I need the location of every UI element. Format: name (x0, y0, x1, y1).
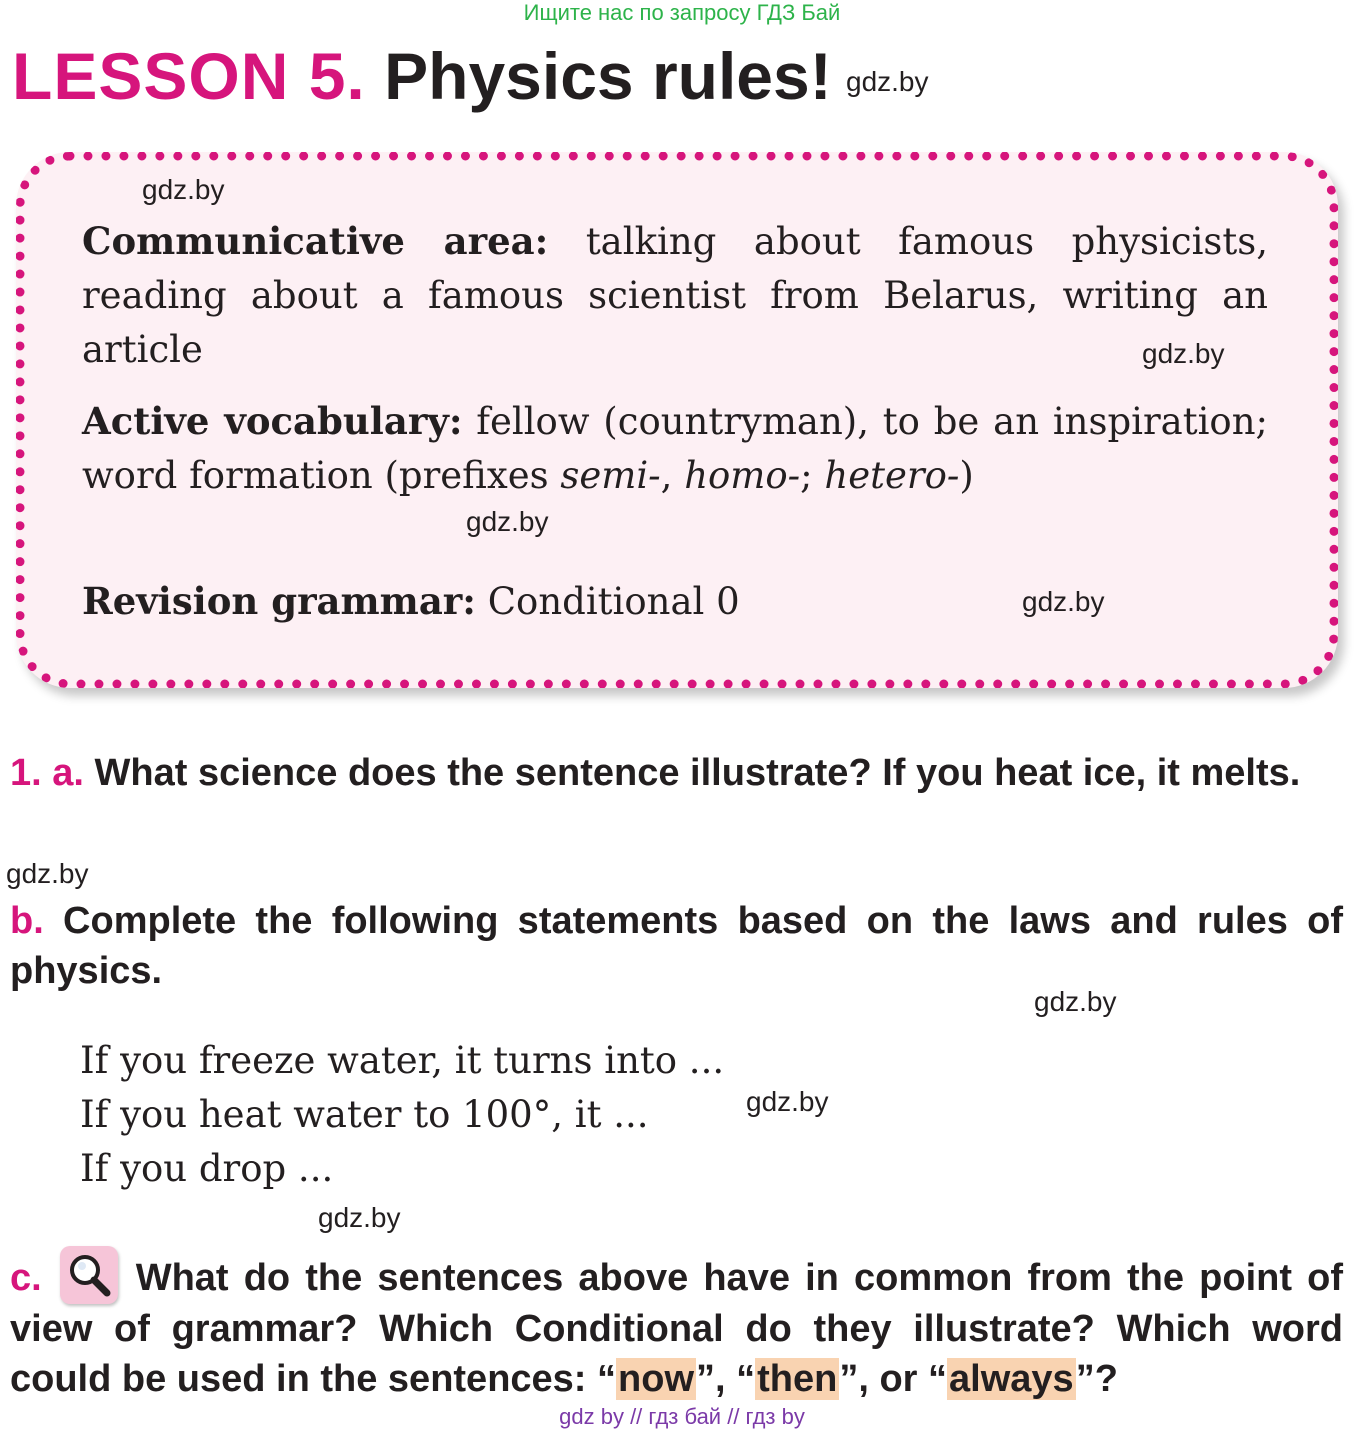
communicative-label: Communicative area: (82, 219, 549, 263)
exercise-1a (10, 748, 1343, 798)
footer-watermark: gdz by // гдз бай // гдз by (559, 1404, 805, 1429)
vocabulary-sep: , (660, 454, 685, 497)
part-b-label: b. (10, 900, 44, 942)
grammar-text: Conditional 0 (475, 580, 740, 623)
lesson-number: LESSON 5. (12, 39, 366, 113)
watermark: gdz.by (466, 506, 549, 537)
word-now: now (618, 1358, 694, 1400)
quote-end: ”? (1075, 1358, 1118, 1400)
prefix-semi: semi- (560, 454, 661, 497)
watermark: gdz.by (1142, 338, 1225, 369)
watermark: gdz.by (746, 1086, 829, 1117)
communicative-area (82, 214, 1268, 377)
watermark: gdz.by (142, 174, 225, 205)
exercise-1b (10, 896, 1343, 996)
part-a-label: a. (52, 752, 84, 794)
part-c-label: c. (10, 1257, 42, 1299)
grammar-label: Revision grammar: (82, 579, 476, 623)
quote-sep: ”, “ (696, 1358, 756, 1400)
word-then: then (757, 1358, 838, 1400)
prefix-hetero: hetero- (824, 454, 960, 497)
part-a-text: What science does the sentence illustrate? If you heat ice, it melts. (83, 752, 1301, 794)
prefix-homo: homo- (684, 454, 801, 497)
vocabulary-label: Active vocabulary: (82, 399, 463, 443)
watermark: gdz.by (1022, 586, 1105, 617)
top-banner: Ищите нас по запросу ГДЗ Бай (523, 0, 841, 25)
statement: If you drop ... (80, 1147, 334, 1190)
vocabulary-close: ) (959, 454, 974, 497)
statement: If you heat water to 100°, it ... (80, 1093, 649, 1136)
communicative-text: talking about famous physicists, reading about a famous scientist from Belarus, writing an article (82, 220, 1269, 371)
quote-sep: ”, or “ (839, 1358, 948, 1400)
part-c-text: What do the sentences above have in common from the point of view of grammar? Which Conditional do they illustrate? Which word could be used in the sentences: “ (10, 1257, 1343, 1400)
page-title (12, 38, 832, 114)
watermark: gdz.by (1034, 986, 1117, 1017)
magnifier-icon (60, 1246, 118, 1304)
statement: If you freeze water, it turns into ... (80, 1039, 725, 1082)
exercise-1c (10, 1246, 1343, 1404)
statements-list (80, 1034, 724, 1196)
vocabulary-text: fellow (countryman), to be an inspiration; word formation (prefixes (82, 400, 1269, 497)
word-always: always (949, 1358, 1074, 1400)
lesson-name: Physics rules! (384, 39, 832, 113)
exercise-number: 1. (10, 752, 42, 794)
part-b-text: Complete the following statements based on the laws and rules of physics. (10, 900, 1343, 992)
watermark: gdz.by (6, 858, 89, 889)
vocabulary-sep: ; (800, 454, 825, 497)
watermark: gdz.by (846, 66, 929, 97)
active-vocabulary (82, 394, 1268, 503)
watermark: gdz.by (318, 1202, 401, 1233)
